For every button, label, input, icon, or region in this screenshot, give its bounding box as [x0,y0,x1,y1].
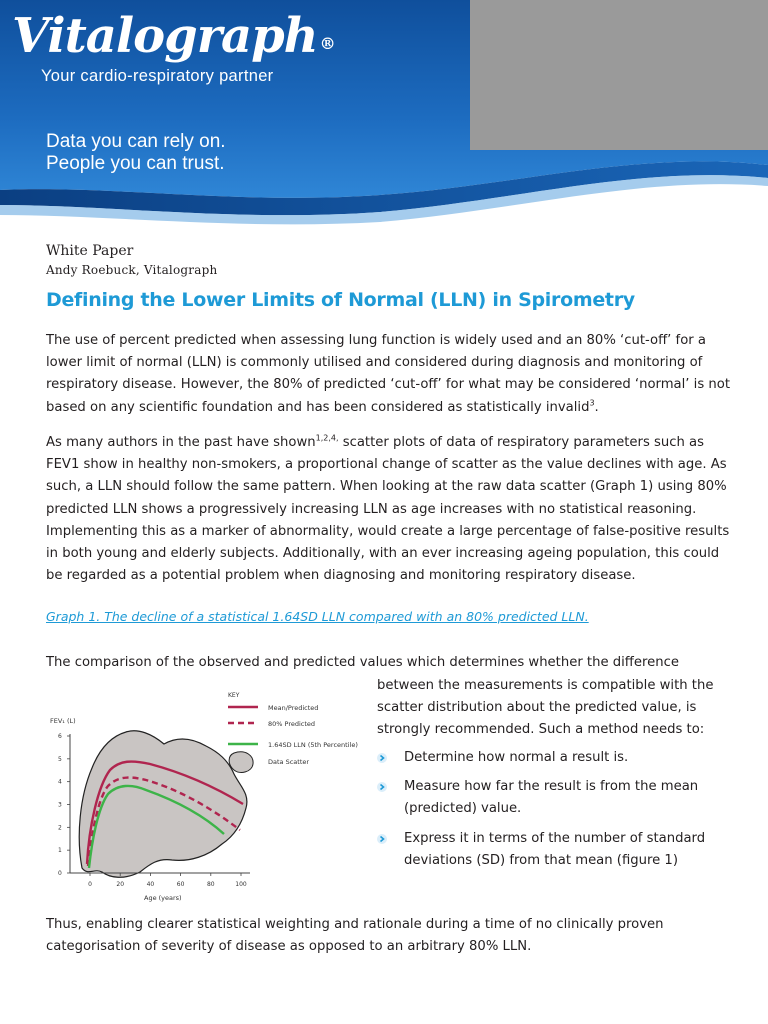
chevron-right-icon [377,753,387,763]
x-tick-label: 80 [206,881,215,888]
legend-lln-label: 1.64SD LLN (5th Percentile) [268,741,358,749]
paragraph-intro-end: . [594,399,599,415]
x-tick-label: 100 [235,881,247,888]
y-tick-label: 1 [58,847,62,855]
x-tick-label: 20 [116,881,125,888]
fev1-age-graph [40,686,370,908]
list-item-text: Express it in terms of the number of standard deviations (SD) from that mean (figure 1) [404,830,706,868]
list-item [377,828,717,872]
x-axis-label: Age (years) [144,894,182,902]
y-tick-label: 0 [58,870,62,877]
page-title: Defining the Lower Limits of Normal (LLN) in Spirometry [46,289,635,311]
comparison-continued: between the measurements is compatible with the scatter distribution about the predicted value, is strongly recommended. Such a method needs to: [377,678,714,738]
registered-mark: ® [319,34,335,53]
brand-tagline: Your cardio-respiratory partner [41,67,274,85]
chevron-right-icon [377,834,387,844]
list-item-text: Determine how normal a result is. [404,750,629,765]
slogan-line-2: People you can trust. [46,153,225,174]
graph-caption-link[interactable]: Graph 1. The decline of a statistical 1.64SD LLN compared with an 80% predicted LLN. [46,609,589,624]
paragraph-intro [46,330,736,419]
list-item [377,776,717,820]
person-with-spirometer-photo [470,0,768,150]
brand-name: Vitalograph [12,8,318,64]
data-scatter-region [79,731,247,878]
legend-scatter-label: Data Scatter [268,758,310,766]
y-tick-label: 5 [58,755,62,763]
legend-scatter-swatch [229,752,253,773]
legend-mean-label: Mean/Predicted [268,704,319,712]
paragraph-intro-text: The use of percent predicted when assessing lung function is widely used and an 80% ‘cut-off’ for a lower limit of normal (LLN) is commonly utilised and considered during diagnosis and monitoring of respiratory disease. However, the 80% of predicted ‘cut-off’ for what may be considered ‘normal’ is not based on any scientific foundation and has been considered as statistically invalid [46,333,731,415]
list-item [377,747,717,769]
x-tick-label: 40 [146,881,155,888]
header-banner [0,0,768,232]
slogan-line-1: Data you can rely on. [46,131,226,152]
paragraph-scatter-text: scatter plots of data of respiratory parameters such as FEV1 show in healthy non-smokers, a proportional change of scatter as the value declines with age. As such, a LLN should follow the same pattern. When looking at the raw data scatter (Graph 1) using 80% predicted LLN shows a progressively increasing LLN as age increases with no statistical reasoning. Implementing this as a marker of abnormality, would create a large percentage of false-positive results in both young and elderly subjects. Additionally, with an ever increasing ageing population, this could be regarded as a potential problem when diagnosing and monitoring respiratory disease. [46,435,730,584]
paragraph-scatter-start: As many authors in the past have shown [46,435,316,450]
citation-ref: 1,2,4, [315,433,339,443]
requirements-list [377,747,717,879]
chevron-right-icon [377,782,387,792]
brand-logo [12,6,335,66]
graph-key-title: KEY [228,692,240,699]
x-tick-label: 0 [88,881,92,888]
y-axis-label: FEV₁ (L) [50,717,76,725]
conclusion-paragraph: Thus, enabling clearer statistical weighting and rationale during a time of no clinically proven categorisation of severity of disease as opposed to an arbitrary 80% LLN. [46,917,664,955]
list-item-text: Measure how far the result is from the mean (predicted) value. [404,779,699,817]
document-type-label: White Paper [46,243,134,259]
citation-ref: 3 [589,398,595,408]
x-tick-label: 60 [176,881,185,888]
slogan [46,131,226,175]
paragraph-scatter [46,432,736,587]
comparison-intro: The comparison of the observed and predicted values which determines whether the difference [46,655,679,670]
legend-80pct-label: 80% Predicted [268,720,316,728]
y-axis-ticks [58,733,70,877]
y-tick-label: 3 [58,801,62,809]
document-author: Andy Roebuck, Vitalograph [46,263,218,277]
y-tick-label: 2 [58,824,62,832]
y-tick-label: 6 [58,733,62,740]
y-tick-label: 4 [58,778,62,786]
